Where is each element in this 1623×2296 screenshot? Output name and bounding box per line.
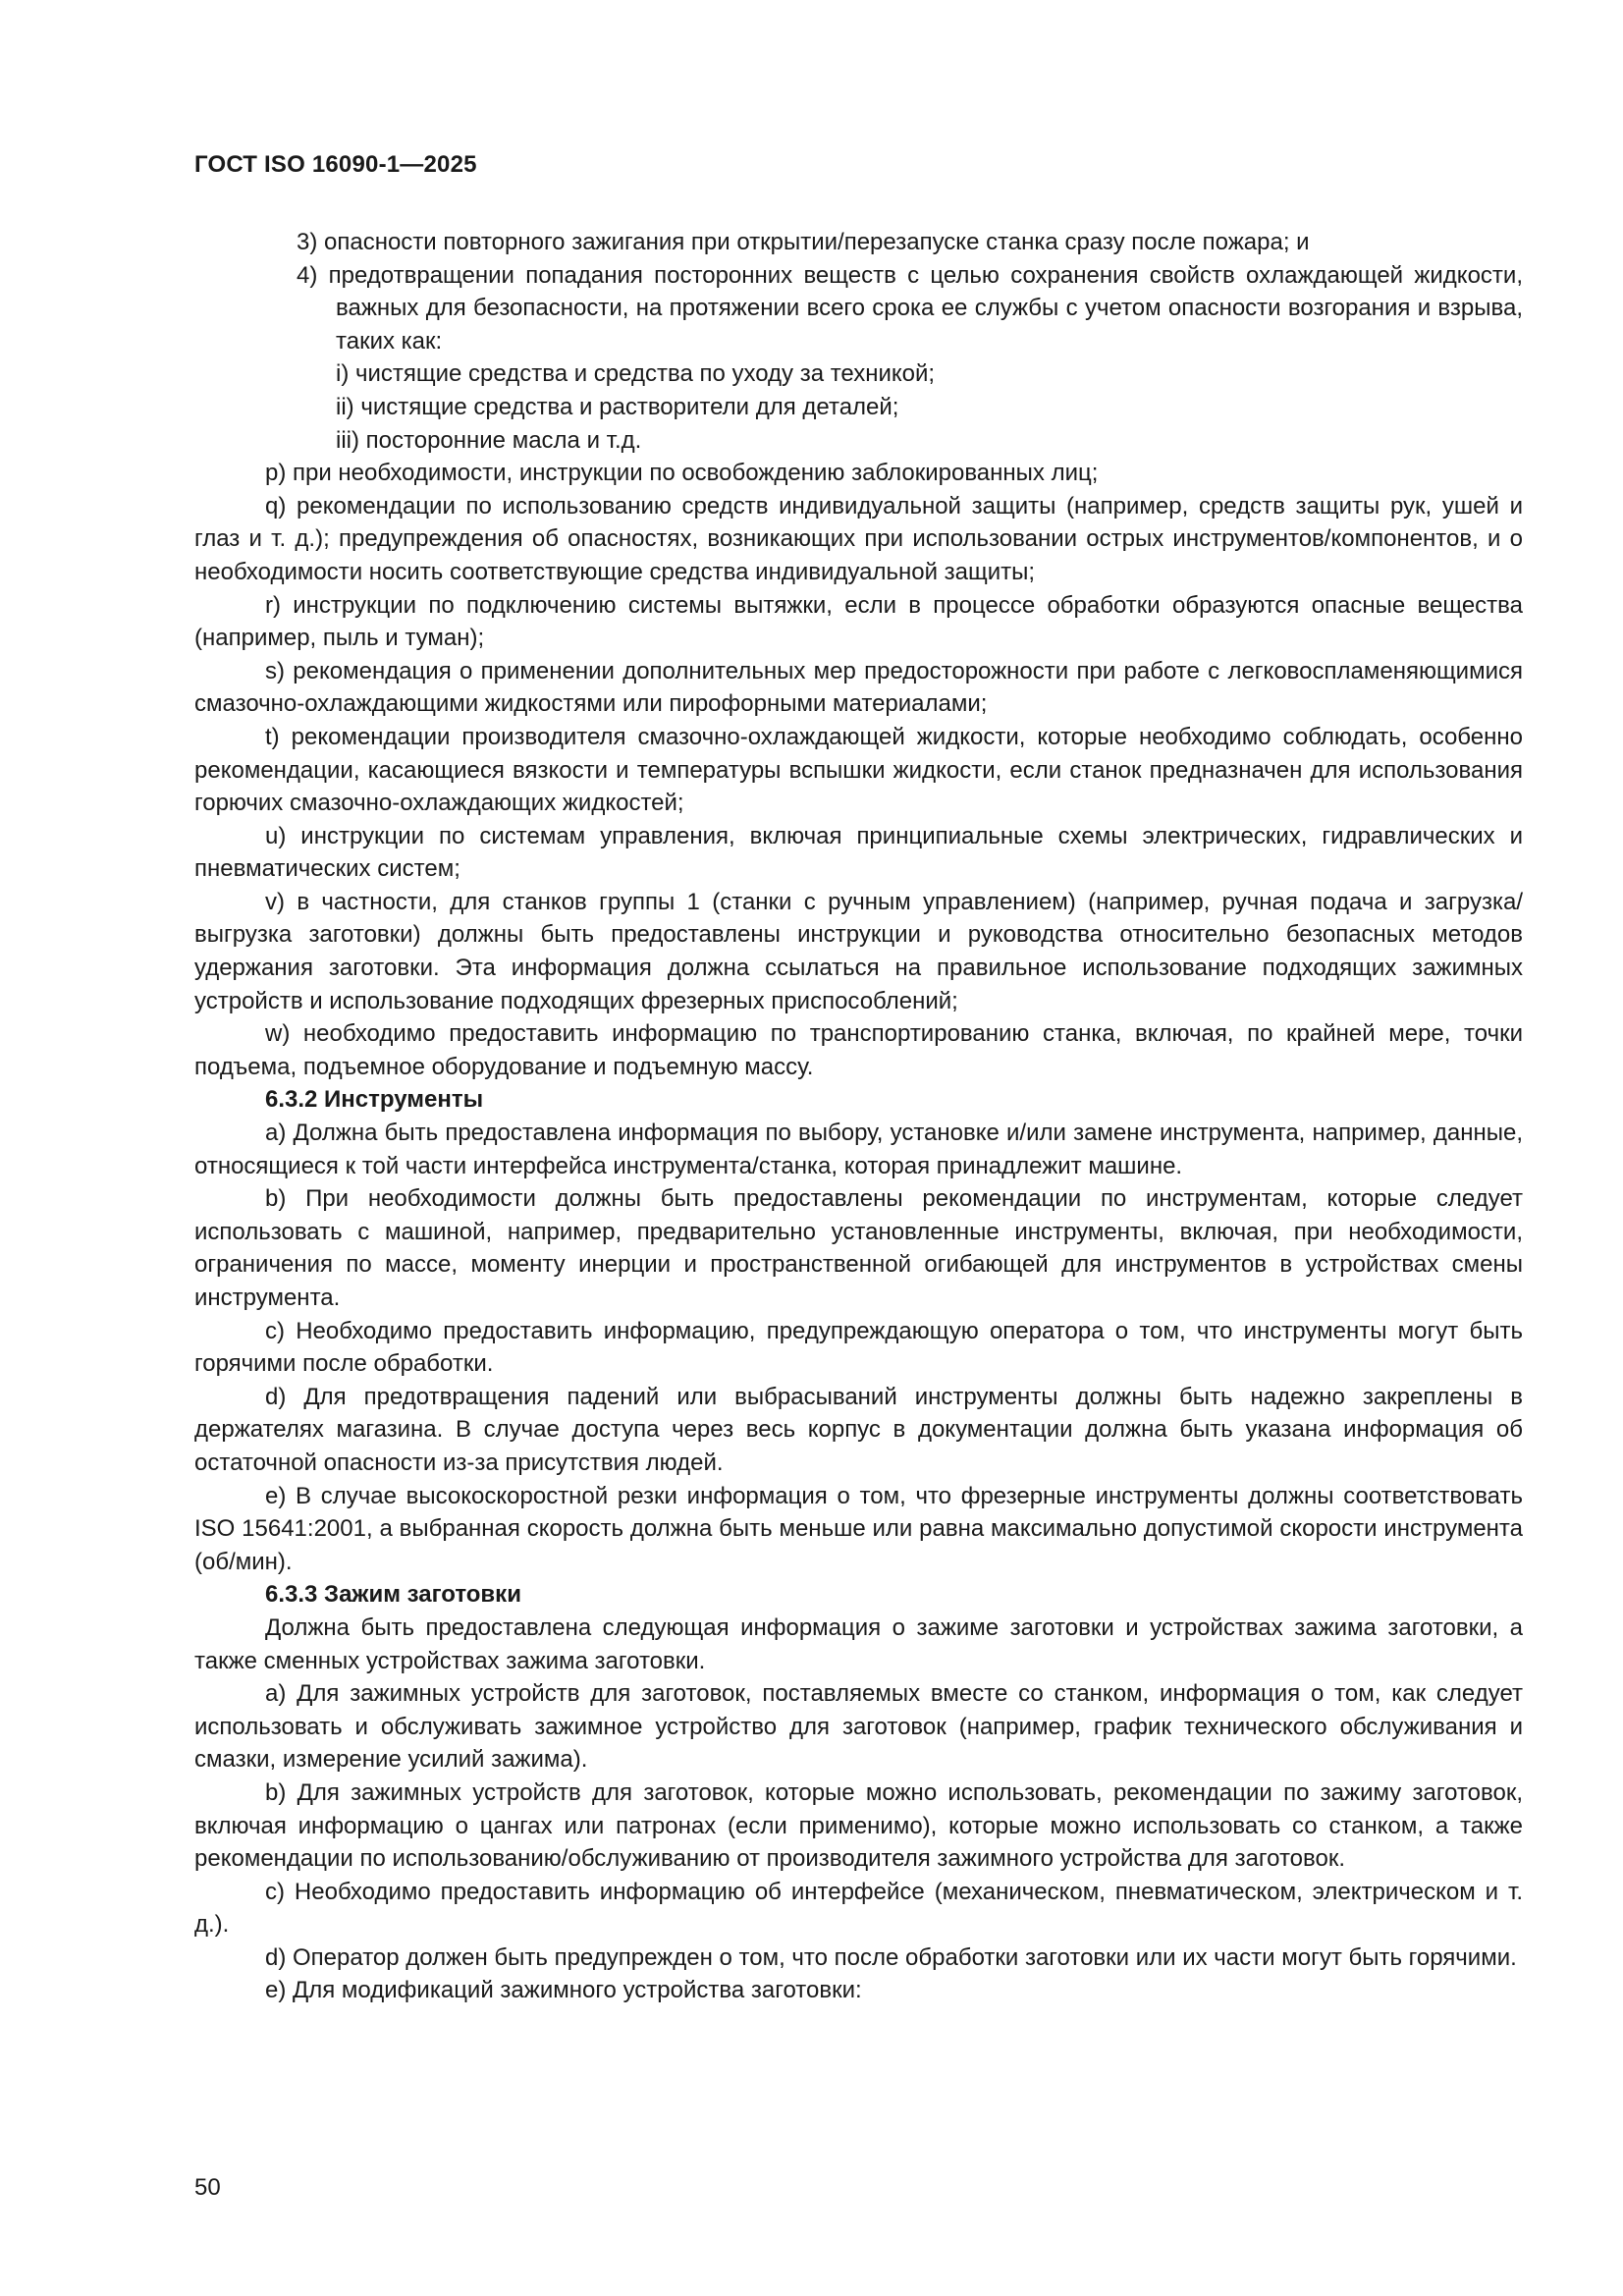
- list-item-t: t) рекомендации производителя смазочно-охлаждающей жидкости, которые необходимо соблюдать, особенно рекомендации, касающиеся вязкости и температуры вспышки жидкости, если станок предназначен для использования горючих смазочно-охлаждающих жидкостей;: [194, 723, 1523, 817]
- list-item-q: q) рекомендации по использованию средств индивидуальной защиты (например, средств защиты рук, ушей и глаз и т. д.); предупреждения об опасностях, возникающих при использовании острых инструментов/компонентов, и о необходимости носить соответствующие средства индивидуальной защиты;: [194, 492, 1523, 585]
- list-item-w: w) необходимо предоставить информацию по транспортированию станка, включая, по крайней мере, точки подъема, подъемное оборудование и подъемную массу.: [194, 1020, 1523, 1080]
- numbered-item-4: 4) предотвращении попадания посторонних веществ с целью сохранения свойств охлаждающей жидкости, важных для безопасности, на протяжении всего срока ее службы с учетом опасности возгорания и взрыва, таких как:: [297, 261, 1523, 355]
- list-item-r: r) инструкции по подключению системы вытяжки, если в процессе обработки образуются опасные вещества (например, пыль и туман);: [194, 591, 1523, 652]
- section-632-item-c: c) Необходимо предоставить информацию, предупреждающую оператора о том, что инструменты могут быть горячими после обработки.: [194, 1317, 1523, 1378]
- page-number: 50: [194, 2174, 221, 2201]
- roman-item-iii: iii) посторонние масла и т.д.: [336, 426, 642, 454]
- section-633-item-b: b) Для зажимных устройств для заготовок, которые можно использовать, рекомендации по зажиму заготовок, включая информацию о цангах или патронах (если применимо), которые можно использовать со станком, а также рекомендации по использованию/обслуживанию от производителя зажимного устройства для заготовок.: [194, 1778, 1523, 1873]
- section-632-item-a: а) Должна быть предоставлена информация по выбору, установке и/или замене инструмента, например, данные, относящиеся к той части интерфейса инструмента/станка, которая принадлежит машине.: [194, 1120, 1523, 1179]
- section-633-item-e: e) Для модификаций зажимного устройства заготовки:: [265, 1977, 862, 2004]
- list-item-u: u) инструкции по системам управления, включая принципиальные схемы электрических, гидравлических и пневматических систем;: [194, 822, 1523, 883]
- standard-header: ГОСТ ISO 16090-1—2025: [194, 151, 477, 178]
- section-632-item-b: b) При необходимости должны быть предоставлены рекомендации по инструментам, которые следует использовать с машиной, например, предварительно установленные инструменты, включая, при необходимости, ограничения по массе, моменту инерции и пространственной огибающей для инструментов в устройствах смены инструмента.: [194, 1185, 1523, 1311]
- document-body: [194, 226, 1523, 2007]
- list-item-p: p) при необходимости, инструкции по освобождению заблокированных лиц;: [265, 460, 1099, 487]
- list-item-v: v) в частности, для станков группы 1 (станки с ручным управлением) (например, ручная подача и загрузка/выгрузка заготовки) должны быть предоставлены инструкции и руководства относительно безопасных методов удержания заготовки. Эта информация должна ссылаться на правильное использование подходящих зажимных устройств и использование подходящих фрезерных приспособлений;: [194, 888, 1523, 1014]
- section-633-item-d: d) Оператор должен быть предупрежден о том, что после обработки заготовки или их части могут быть горячими.: [265, 1943, 1517, 1971]
- section-633-intro: Должна быть предоставлена следующая информация о зажиме заготовки и устройствах зажима заготовки, а также сменных устройствах зажима заготовки.: [194, 1613, 1523, 1674]
- section-heading-633: 6.3.3 Зажим заготовки: [265, 1581, 521, 1609]
- numbered-item-3: 3) опасности повторного зажигания при открытии/перезапуске станка сразу после пожара; и: [297, 229, 1310, 255]
- list-item-s: s) рекомендация о применении дополнительных мер предосторожности при работе с легковоспламеняющимися смазочно-охлаждающими жидкостями или пирофорными материалами;: [194, 657, 1523, 718]
- section-632-item-d: d) Для предотвращения падений или выбрасываний инструменты должны быть надежно закреплены в держателях магазина. В случае доступа через весь корпус в документации должна быть указана информация об остаточной опасности из-за присутствия людей.: [194, 1383, 1523, 1476]
- roman-item-i: i) чистящие средства и средства по уходу за техникой;: [336, 360, 936, 388]
- section-632-item-e: e) В случае высокоскоростной резки информация о том, что фрезерные инструменты должны соответствовать ISO 15641:2001, а выбранная скорость должна быть меньше или равна максимально допустимой скорости инструмента (об/мин).: [194, 1482, 1523, 1575]
- section-heading-632: 6.3.2 Инструменты: [265, 1086, 484, 1114]
- section-633-item-a: а) Для зажимных устройств для заготовок, поставляемых вместе со станком, информация о том, как следует использовать и обслуживать зажимное устройство для заготовок (например, график технического обслуживания и смазки, измерение усилий зажима).: [194, 1680, 1523, 1774]
- section-633-item-c: c) Необходимо предоставить информацию об интерфейсе (механическом, пневматическом, электрическом и т. д.).: [194, 1878, 1523, 1939]
- roman-item-ii: ii) чистящие средства и растворители для деталей;: [336, 393, 899, 420]
